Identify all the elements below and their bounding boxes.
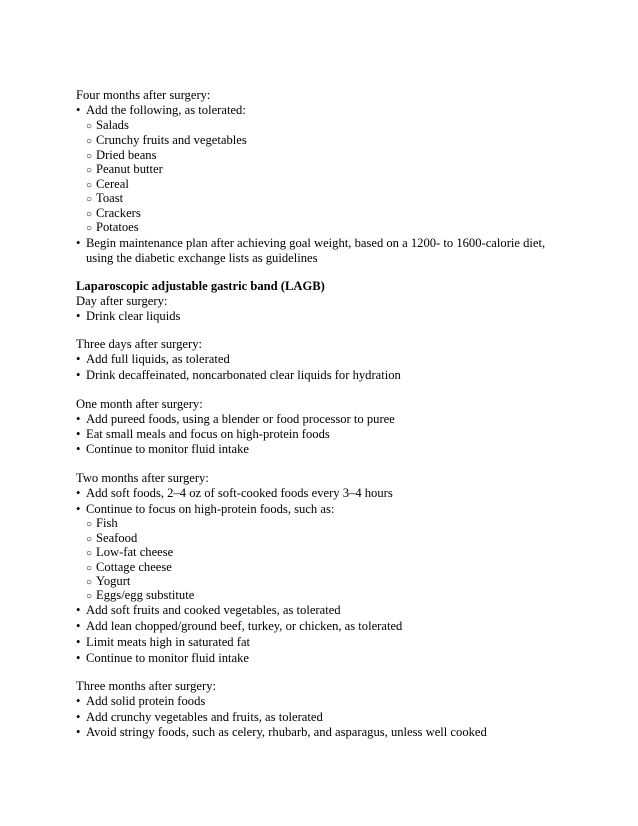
bullet-icon: •: [76, 635, 81, 649]
section-period: Three days after surgery:: [76, 337, 202, 351]
sub-bullet-item: ○ Salads: [86, 118, 129, 132]
sub-bullet-item: ○ Crackers: [86, 206, 141, 220]
bullet-item: • Add crunchy vegetables and fruits, as tolerated: [76, 710, 323, 724]
section-period: One month after surgery:: [76, 397, 203, 411]
sub-bullet-item: ○ Low-fat cheese: [86, 545, 174, 559]
bullet-icon: •: [76, 412, 81, 426]
bullet-item: • Add soft foods, 2–4 oz of soft-cooked foods every 3–4 hours: [76, 486, 393, 500]
circle-bullet-icon: ○: [86, 223, 93, 234]
bullet-icon: •: [76, 603, 81, 617]
bullet-item: • Avoid stringy foods, such as celery, rhubarb, and asparagus, unless well cooked: [76, 725, 487, 739]
bullet-item: • Add the following, as tolerated:: [76, 103, 246, 117]
bullet-icon: •: [76, 236, 81, 250]
circle-bullet-icon: ○: [86, 121, 93, 132]
bullet-icon: •: [76, 619, 81, 633]
sub-bullet-item: ○ Crunchy fruits and vegetables: [86, 133, 247, 147]
section-period: Two months after surgery:: [76, 471, 209, 485]
section-period: Day after surgery:: [76, 294, 168, 308]
bullet-icon: •: [76, 103, 81, 117]
circle-bullet-icon: ○: [86, 591, 93, 602]
circle-bullet-icon: ○: [86, 209, 93, 220]
circle-bullet-icon: ○: [86, 577, 93, 588]
sub-bullet-item: ○ Toast: [86, 191, 124, 205]
circle-bullet-icon: ○: [86, 151, 93, 162]
bullet-item: • Drink decaffeinated, noncarbonated clear liquids for hydration: [76, 368, 401, 382]
bullet-icon: •: [76, 502, 81, 516]
circle-bullet-icon: ○: [86, 136, 93, 147]
bullet-item: • Begin maintenance plan after achieving goal weight, based on a 1200- to 1600-calorie diet,: [76, 236, 546, 250]
section-period: Four months after surgery:: [76, 88, 211, 102]
circle-bullet-icon: ○: [86, 563, 93, 574]
bullet-icon: •: [76, 710, 81, 724]
bullet-item: • Continue to monitor fluid intake: [76, 442, 249, 456]
circle-bullet-icon: ○: [86, 165, 93, 176]
bullet-item: • Add solid protein foods: [76, 694, 206, 708]
sub-bullet-item: ○ Peanut butter: [86, 162, 163, 176]
sub-bullet-item: ○ Seafood: [86, 531, 138, 545]
sub-bullet-item: ○ Cereal: [86, 177, 129, 191]
sub-bullet-item: ○ Cottage cheese: [86, 560, 172, 574]
bullet-icon: •: [76, 427, 81, 441]
bullet-item: • Eat small meals and focus on high-protein foods: [76, 427, 330, 441]
bullet-item-continuation: using the diabetic exchange lists as guidelines: [86, 251, 318, 265]
section-period: Three months after surgery:: [76, 679, 217, 693]
bullet-icon: •: [76, 486, 81, 500]
bullet-item: • Continue to monitor fluid intake: [76, 651, 249, 665]
sub-bullet-item: ○ Fish: [86, 516, 118, 530]
sub-bullet-item: ○ Eggs/egg substitute: [86, 588, 195, 602]
bullet-icon: •: [76, 725, 81, 739]
circle-bullet-icon: ○: [86, 548, 93, 559]
bullet-icon: •: [76, 368, 81, 382]
bullet-item: • Add lean chopped/ground beef, turkey, or chicken, as tolerated: [76, 619, 403, 633]
sub-bullet-item: ○ Dried beans: [86, 148, 157, 162]
bullet-item: • Drink clear liquids: [76, 309, 181, 323]
bullet-item: • Add pureed foods, using a blender or food processor to puree: [76, 412, 395, 426]
circle-bullet-icon: ○: [86, 180, 93, 191]
bullet-icon: •: [76, 651, 81, 665]
circle-bullet-icon: ○: [86, 194, 93, 205]
bullet-icon: •: [76, 309, 81, 323]
sub-bullet-item: ○ Potatoes: [86, 220, 139, 234]
circle-bullet-icon: ○: [86, 519, 93, 530]
bullet-icon: •: [76, 694, 81, 708]
circle-bullet-icon: ○: [86, 534, 93, 545]
sub-bullet-item: ○ Yogurt: [86, 574, 131, 588]
section-heading: Laparoscopic adjustable gastric band (LAGB): [76, 279, 325, 293]
bullet-item: • Add soft fruits and cooked vegetables, as tolerated: [76, 603, 341, 617]
bullet-item: • Limit meats high in saturated fat: [76, 635, 251, 649]
bullet-item: • Add full liquids, as tolerated: [76, 352, 230, 366]
bullet-item: • Continue to focus on high-protein foods, such as:: [76, 502, 335, 516]
bullet-icon: •: [76, 352, 81, 366]
bullet-icon: •: [76, 442, 81, 456]
